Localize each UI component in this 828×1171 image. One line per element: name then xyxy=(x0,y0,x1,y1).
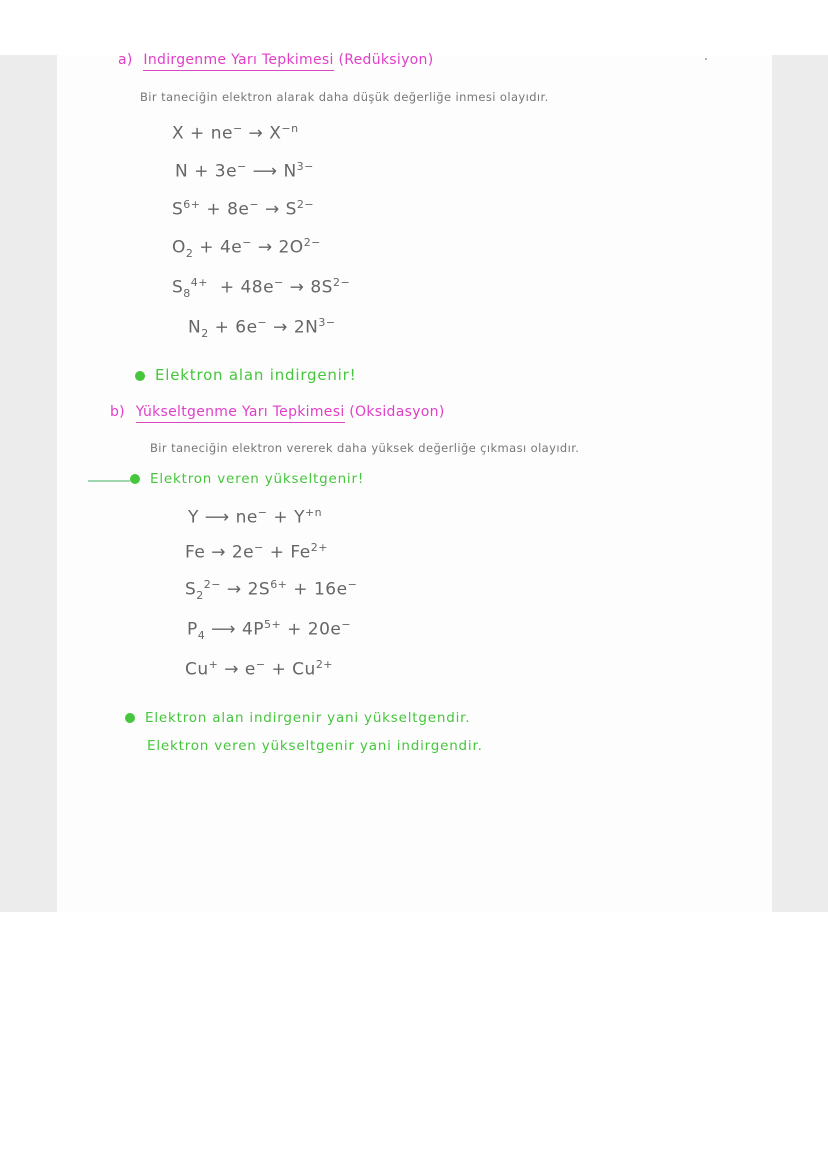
equation xyxy=(185,541,328,563)
equation-supscript: 2+ xyxy=(315,658,334,671)
equation xyxy=(175,160,314,182)
equation-supscript: 2− xyxy=(303,236,321,249)
equation-term: + 8e xyxy=(200,199,250,220)
equation-supscript: − xyxy=(249,198,260,211)
equation xyxy=(188,506,322,528)
section-a-note xyxy=(135,366,356,384)
section-a-heading xyxy=(118,52,433,68)
equation-term: + Cu xyxy=(265,659,316,680)
equation-term: → 2S xyxy=(221,579,271,600)
equation-term: ⟶ 4P xyxy=(205,619,265,640)
equation-supscript: +n xyxy=(304,506,323,519)
section-b-title: Yükseltgenme Yarı Tepkimesi xyxy=(136,404,345,423)
equation-supscript: 5+ xyxy=(264,618,282,631)
equation-term: O xyxy=(172,237,186,258)
equation-term: + 16e xyxy=(287,579,348,600)
equation xyxy=(172,122,299,144)
equation-subscript: 2 xyxy=(201,327,209,341)
section-b-paren: (Oksidasyon) xyxy=(349,404,445,420)
section-b-note xyxy=(130,471,364,487)
section-b-label: b) xyxy=(110,404,125,420)
summary-line-1 xyxy=(125,710,470,726)
equation-supscript: 2− xyxy=(332,276,351,289)
equation xyxy=(172,236,321,260)
flower-bullet-icon xyxy=(135,371,145,381)
equation-term: → e xyxy=(218,659,256,680)
section-a-paren: (Redüksiyon) xyxy=(338,52,434,68)
summary-text-1: Elektron alan indirgenir yani yükseltgendir. xyxy=(145,710,471,726)
equation-term: + 48e xyxy=(208,277,275,298)
equation-subscript: 4 xyxy=(197,629,206,643)
equation-supscript: − xyxy=(257,506,268,519)
equation-term: → 2O xyxy=(251,237,304,258)
note-text: Elektron veren yükseltgenir! xyxy=(150,471,365,487)
equation-term: P xyxy=(187,619,198,640)
equation-term: Fe → 2e xyxy=(185,542,255,563)
equation-subscript: 2 xyxy=(196,589,204,603)
equation-term: + Y xyxy=(267,507,305,528)
equation-term: N + 3e xyxy=(175,161,238,182)
equation-supscript: − xyxy=(257,316,268,329)
equation-term: X + ne xyxy=(172,123,233,144)
equation-term: → 2N xyxy=(267,317,319,338)
equation-supscript: 6+ xyxy=(270,578,288,591)
equation xyxy=(185,658,333,680)
note-text: Elektron alan indirgenir! xyxy=(155,366,357,384)
equation-term: Y ⟶ ne xyxy=(188,507,258,528)
equation-term: S xyxy=(172,277,184,298)
section-b-description: Bir taneciğin elektron vererek daha yüksek değerliğe çıkması olayıdır. xyxy=(150,441,580,455)
equation-supscript: 4+ xyxy=(190,276,209,289)
section-a-description: Bir taneciğin elektron alarak daha düşük değerliğe inmesi olayıdır. xyxy=(140,90,549,104)
equation-term: + 4e xyxy=(193,237,243,258)
equation-subscript: 2 xyxy=(185,247,194,261)
right-margin xyxy=(772,55,828,912)
equation-supscript: − xyxy=(274,276,284,289)
section-b-heading xyxy=(110,404,445,420)
left-margin xyxy=(0,55,57,912)
section-a-label: a) xyxy=(118,52,133,68)
equation-supscript: − xyxy=(347,578,358,591)
flower-bullet-icon xyxy=(125,713,135,723)
equation-term: + Fe xyxy=(263,542,311,563)
equation-term: Cu xyxy=(185,659,209,680)
equation-supscript: + xyxy=(208,658,219,671)
equation-term: + 6e xyxy=(208,317,258,338)
equation-supscript: − xyxy=(255,658,266,671)
equation xyxy=(172,198,314,220)
equation-term: S xyxy=(172,199,184,220)
equation xyxy=(185,578,357,602)
equation-supscript: − xyxy=(341,618,352,631)
equation-supscript: 6+ xyxy=(183,198,201,211)
equation-supscript: 2− xyxy=(296,198,315,211)
equation-supscript: − xyxy=(242,236,252,249)
equation-supscript: −n xyxy=(281,122,299,135)
summary-line-2: Elektron veren yükseltgenir yani indirgendir. xyxy=(147,738,483,754)
equation-subscript: 8 xyxy=(183,287,191,301)
equation xyxy=(187,618,351,642)
equation-term: ⟶ N xyxy=(246,161,297,182)
equation-supscript: − xyxy=(254,541,264,554)
section-a-title: Indirgenme Yarı Tepkimesi xyxy=(143,52,333,71)
equation-supscript: 3− xyxy=(318,316,336,329)
equation-term: + 20e xyxy=(281,619,342,640)
equation-term: S xyxy=(185,579,197,600)
equation-term: → X xyxy=(242,123,282,144)
equation-supscript: 3− xyxy=(296,160,314,173)
equation-term: → 8S xyxy=(283,277,333,298)
equation xyxy=(172,276,350,300)
equation-term: N xyxy=(188,317,202,338)
equation-supscript: − xyxy=(232,122,243,135)
equation-term: → S xyxy=(259,199,297,220)
divider-line xyxy=(88,480,130,482)
equation-supscript: − xyxy=(237,160,247,173)
speck xyxy=(705,58,707,60)
flower-bullet-icon xyxy=(130,474,140,484)
equation-supscript: 2− xyxy=(203,578,222,591)
equation-supscript: 2+ xyxy=(310,541,328,554)
equation xyxy=(188,316,336,340)
